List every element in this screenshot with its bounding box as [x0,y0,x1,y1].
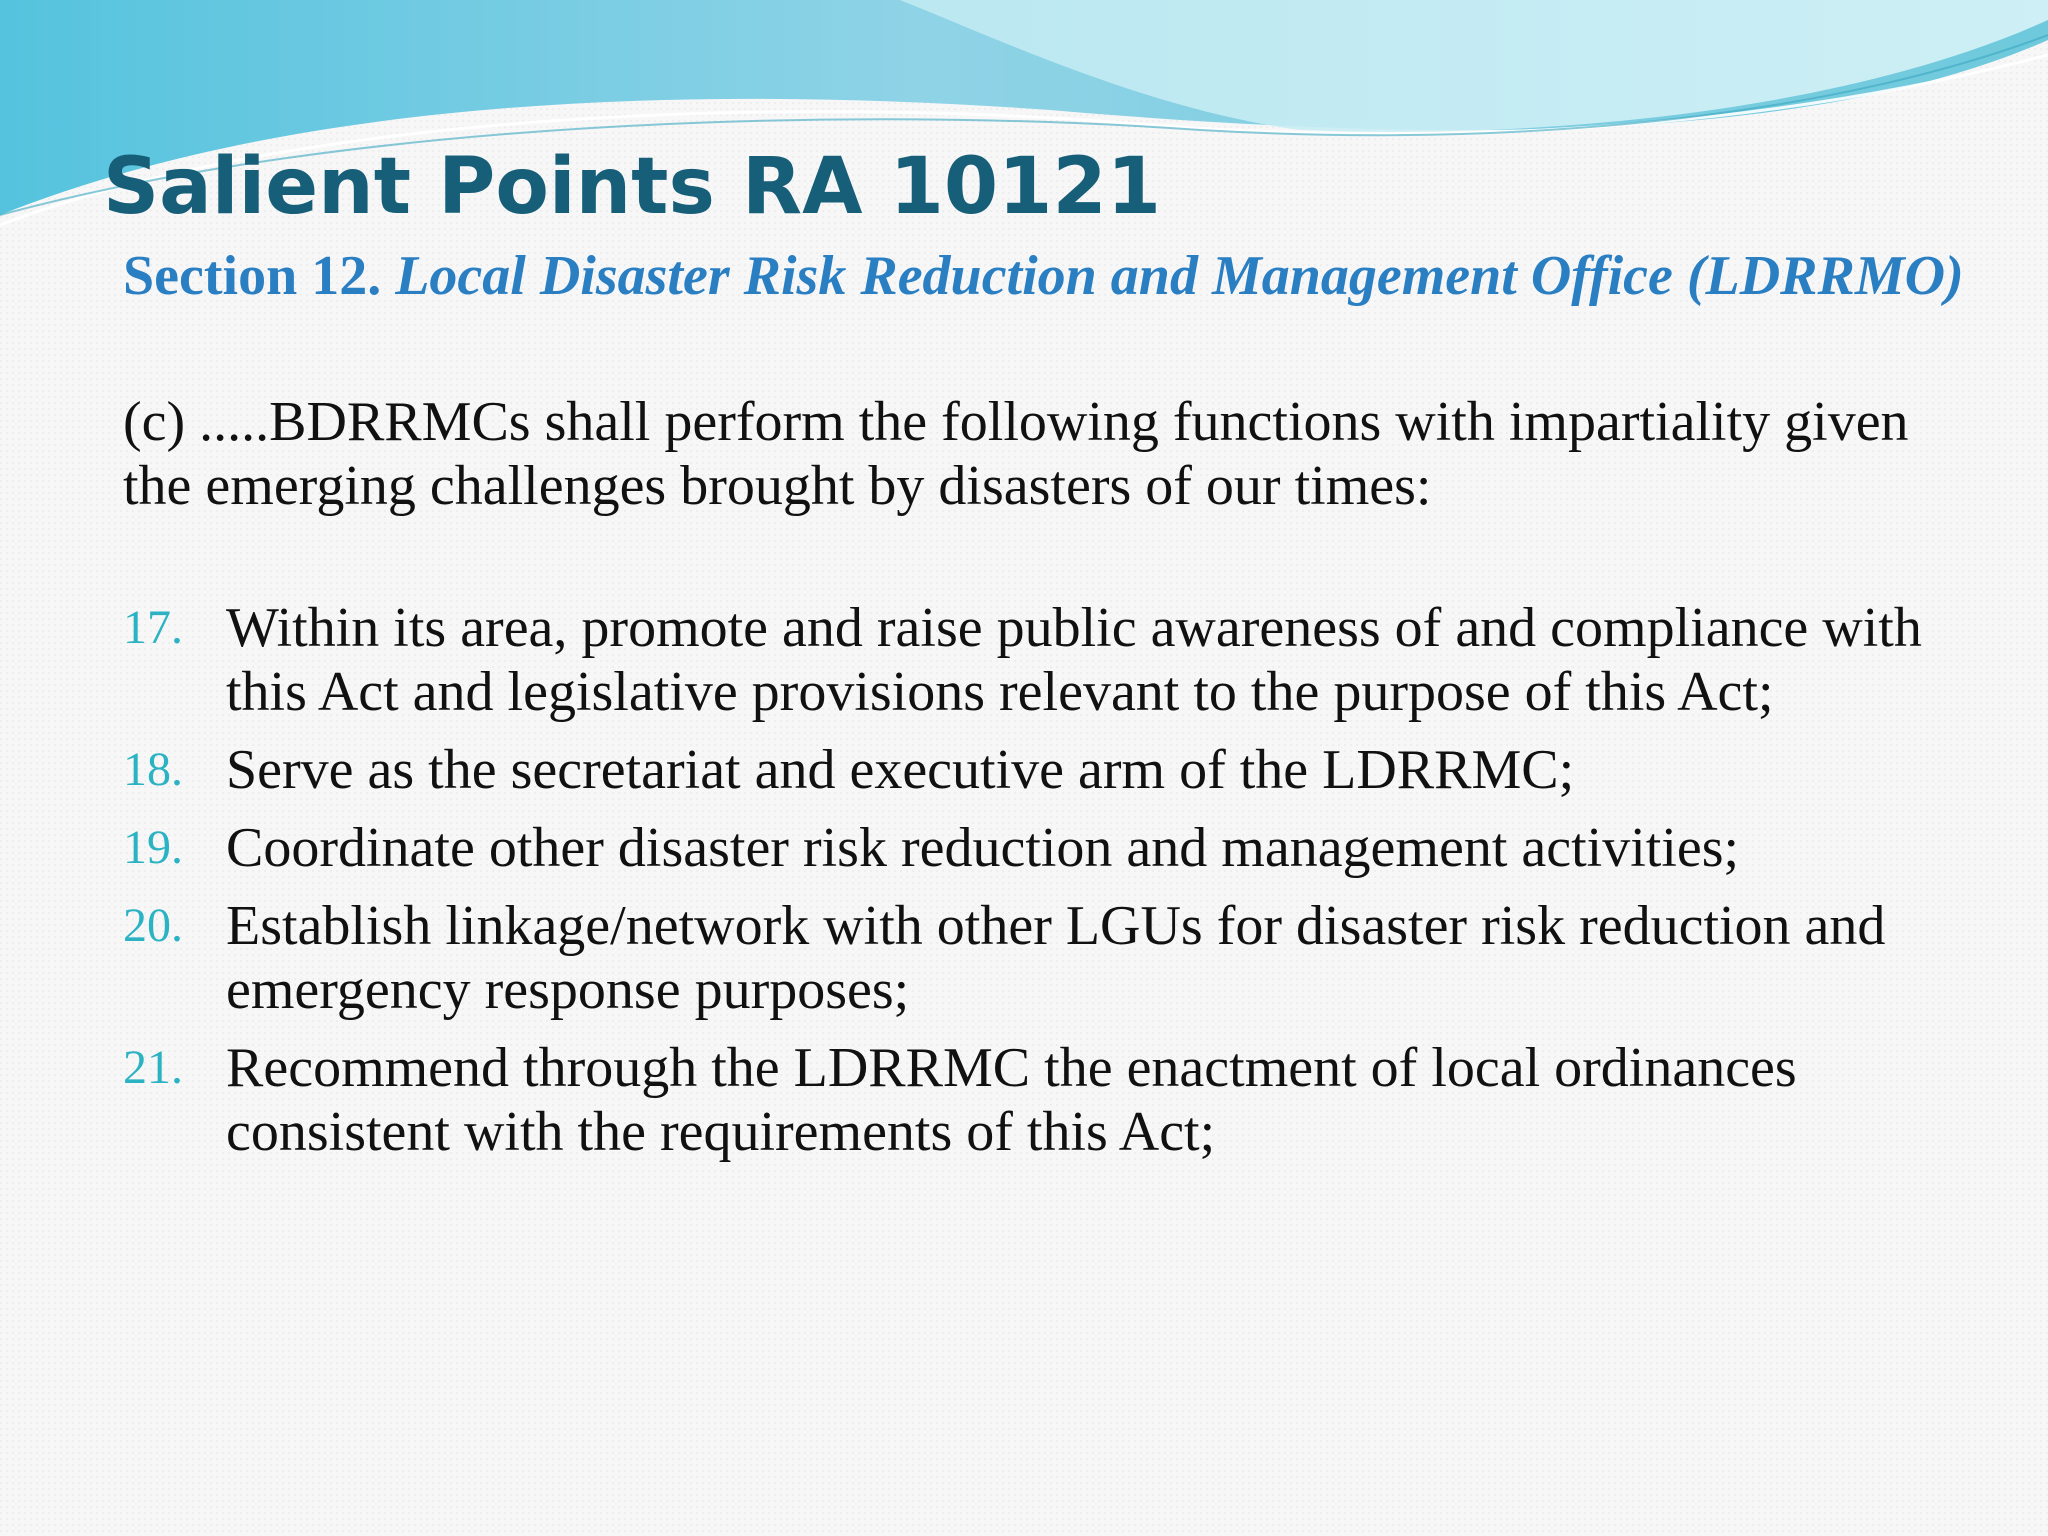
list-item-text: Within its area, promote and raise public awareness of and compliance with this Act and legislative provisions relevant to the purpose of this Act; [226,597,1922,723]
list-item [123,816,1983,880]
list-item-text: Establish linkage/network with other LGUs for disaster risk reduction and emergency response purposes; [226,895,1886,1021]
slide-title: Salient Points RA 10121 [103,142,1161,232]
list-item-number: 20. [123,899,183,952]
list-item [123,1036,1983,1164]
functions-list [123,596,1983,1178]
list-item-number: 19. [123,821,183,874]
section-number: Section 12. [123,245,382,307]
section-name: Local Disaster Risk Reduction and Management Office (LDRRMO) [395,245,1964,307]
list-item [123,894,1983,1022]
list-item [123,738,1983,802]
list-item-text: Coordinate other disaster risk reduction and management activities; [226,817,1740,879]
list-item-text: Serve as the secretariat and executive arm of the LDRRMC; [226,739,1575,801]
list-item-number: 17. [123,601,183,654]
list-item-number: 21. [123,1041,183,1094]
list-item [123,596,1983,724]
section-heading [123,244,1973,308]
intro-paragraph: (c) .....BDRRMCs shall perform the following functions with impartiality given the emerging challenges brought by disasters of our times: [123,391,1909,517]
list-item-number: 18. [123,743,183,796]
wave-band-front [900,0,2048,132]
list-item-text: Recommend through the LDRRMC the enactment of local ordinances consistent with the requirements of this Act; [226,1037,1797,1163]
